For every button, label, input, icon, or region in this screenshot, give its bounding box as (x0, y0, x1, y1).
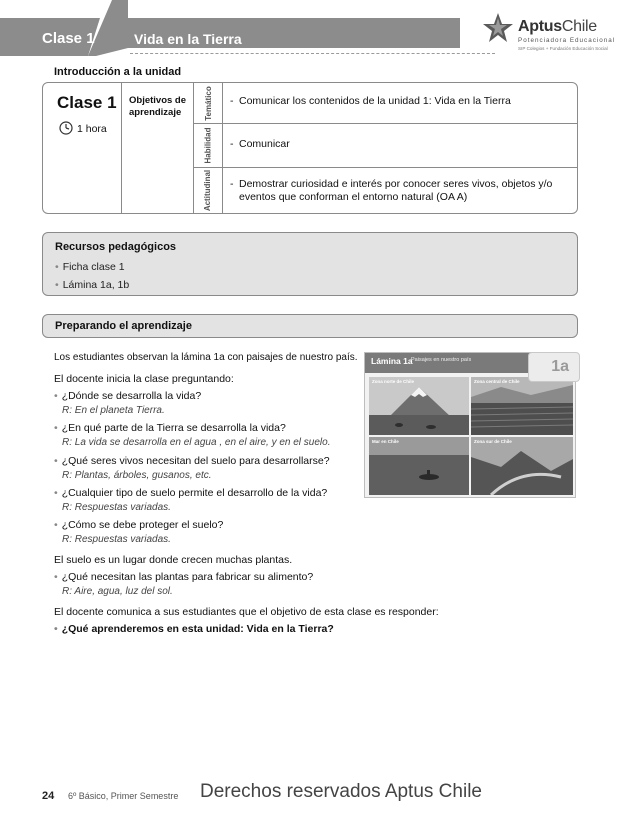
aptus-logo (482, 12, 632, 56)
question-item: • ¿Cómo se debe proteger el suelo? (54, 519, 224, 531)
page-number: 24 (42, 790, 55, 802)
header-unit-title: Vida en la Tierra (134, 31, 242, 47)
category-strip (193, 83, 223, 213)
preparing-title: Preparando el aprendizaje (55, 320, 192, 332)
divider (121, 83, 122, 213)
photo-sea: Mar en Chile (369, 437, 469, 495)
rights-notice: Derechos reservados Aptus Chile (200, 781, 482, 802)
photo-central: Zona central de Chile (471, 377, 573, 435)
answer-text: R: En el planeta Tierra. (62, 405, 165, 416)
lamina-name: Lámina 1a (371, 356, 413, 366)
lamina-badge: 1a (528, 352, 580, 382)
logo-name: AptusChile (518, 18, 597, 35)
intro-section-label: Introducción a la unidad (54, 66, 182, 78)
course-label: 6º Básico, Primer Semestre (68, 791, 179, 801)
objectives-label: Objetivos de aprendizaje (129, 95, 187, 118)
objective-row-tematico: - Comunicar los contenidos de la unidad 1: Vida en la Tierra (230, 95, 511, 107)
teacher-asks: El docente inicia la clase preguntando: (54, 373, 234, 385)
resources-panel (42, 232, 578, 296)
question-item: • ¿Qué necesitan las plantas para fabricar su alimento? (54, 571, 314, 583)
question-item: • ¿Cualquier tipo de suelo permite el desarrollo de la vida? (54, 487, 328, 499)
soil-statement: El suelo es un lugar donde crecen muchas plantas. (54, 554, 293, 566)
star-logo-icon (482, 12, 514, 44)
preparing-panel (42, 314, 578, 338)
row-divider (193, 167, 578, 168)
question-item: • ¿Qué seres vivos necesitan del suelo para desarrollarse? (54, 455, 330, 467)
objectives-class-label: Clase 1 (57, 93, 117, 112)
objective-statement: El docente comunica a sus estudiantes que el objetivo de esta clase es responder: (54, 606, 439, 618)
clock-icon (59, 121, 73, 135)
objective-row-habilidad: - Comunicar (230, 138, 290, 150)
resources-title: Recursos pedagógicos (55, 241, 177, 253)
preparing-intro: Los estudiantes observan la lámina 1a con paisajes de nuestro país. (54, 352, 358, 363)
question-item: • ¿En qué parte de la Tierra se desarrolla la vida? (54, 422, 286, 434)
photo-south: Zona sur de Chile (471, 437, 573, 495)
lamina-caption: Paisajes en nuestro país (411, 357, 472, 363)
objective-question: • ¿Qué aprenderemos en esta unidad: Vida en la Tierra? (54, 623, 334, 635)
answer-text: R: Plantas, árboles, gusanos, etc. (62, 470, 212, 481)
category-habilidad: Habilidad (203, 126, 213, 164)
category-actitudinal: Actitudinal (203, 169, 213, 211)
header-divider (130, 53, 495, 54)
logo-subline: SIP Colegios + Fundación Educación Social (518, 46, 608, 51)
page-header (0, 0, 638, 56)
header-class-label: Clase 1 (42, 30, 95, 47)
objective-row-actitudinal: - Demostrar curiosidad e interés por conocer seres vivos, objetos y/o eventos que conforman el entorno natural (OA A) (230, 178, 553, 203)
duration-text: 1 hora (77, 123, 107, 135)
logo-tagline: Potenciadora Educacional (518, 37, 616, 44)
question-item: • ¿Dónde se desarrolla la vida? (54, 390, 202, 402)
answer-text: R: Respuestas variadas. (62, 534, 171, 545)
resource-item: • Ficha clase 1 (55, 261, 125, 273)
category-tematico: Temático (203, 85, 213, 121)
row-divider (193, 123, 578, 124)
header-band (0, 0, 460, 56)
answer-text: R: La vida se desarrolla en el agua , en el aire, y en el suelo. (62, 437, 331, 448)
objectives-box (42, 82, 578, 214)
photo-north: Zona norte de Chile (369, 377, 469, 435)
answer-text: R: Respuestas variadas. (62, 502, 171, 513)
resource-item: • Lámina 1a, 1b (55, 279, 130, 291)
answer-text: R: Aire, agua, luz del sol. (62, 586, 173, 597)
